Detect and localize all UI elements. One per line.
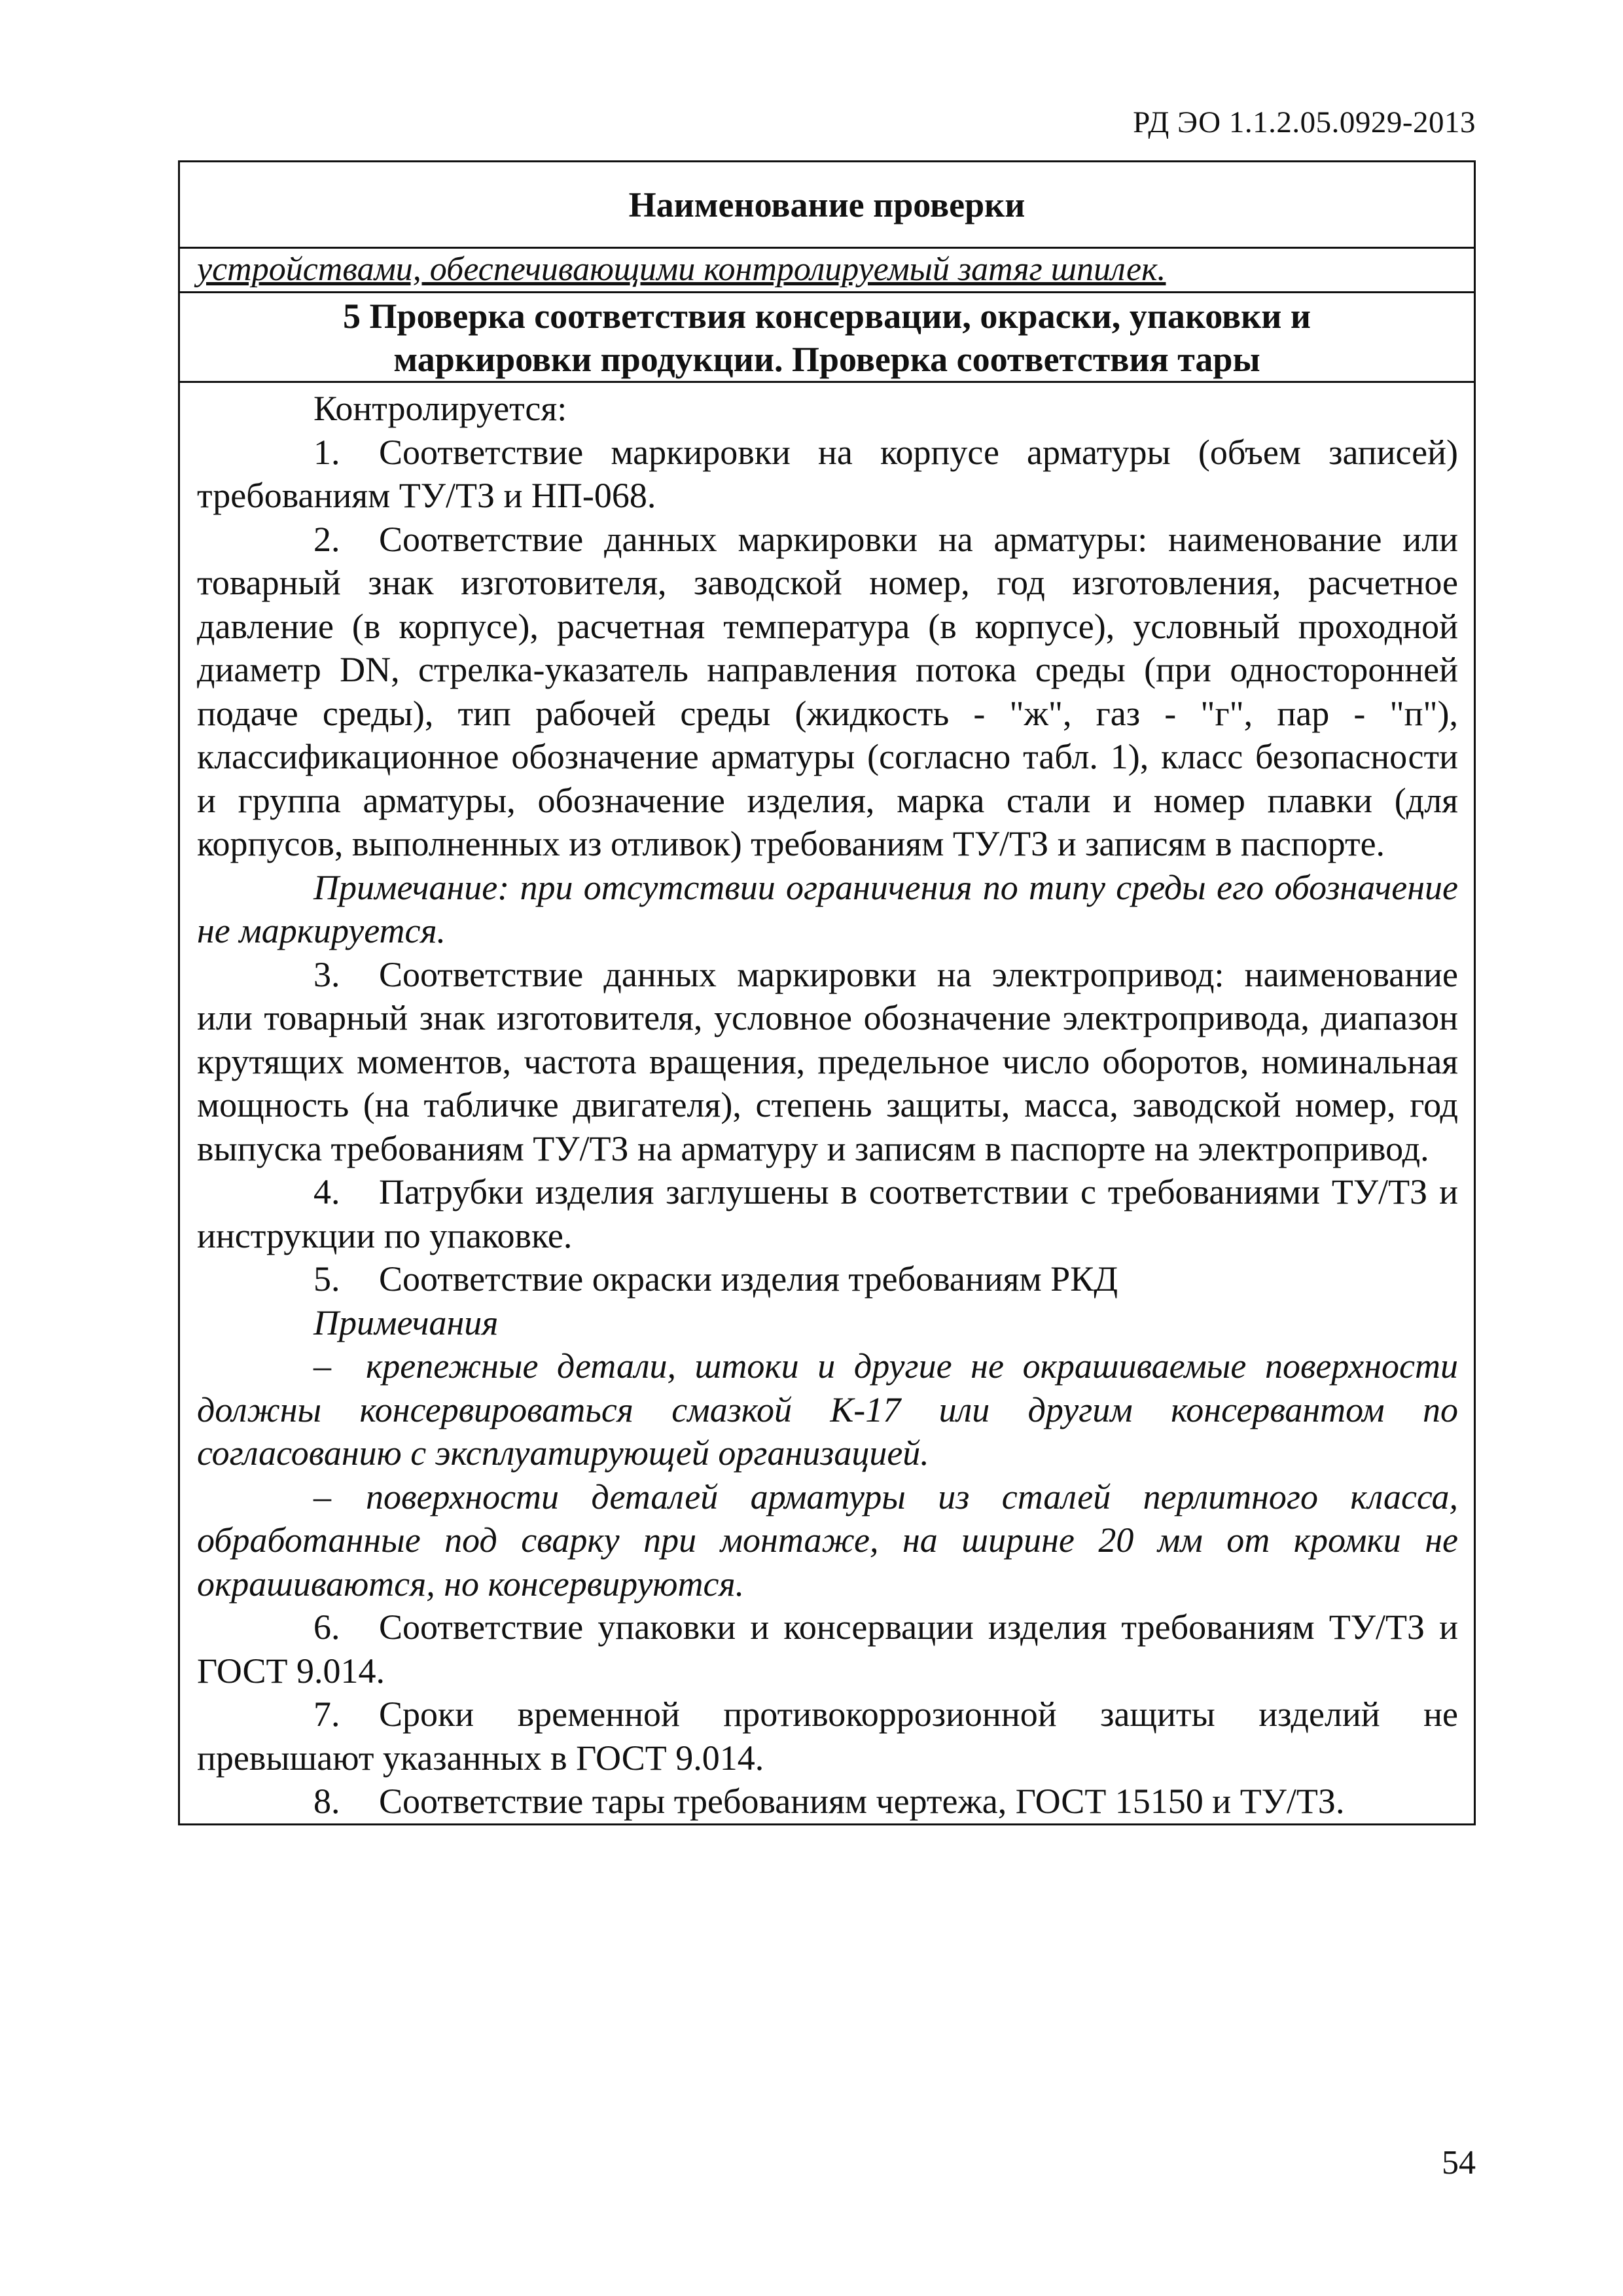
- list-item: [197, 1693, 1458, 1780]
- list-item-number: 3.: [313, 954, 340, 994]
- page-number: 54: [1442, 2144, 1476, 2181]
- list-item-text: Сроки временной противокоррозионной защиты изделий не превышают указанных в ГОСТ 9.014.: [197, 1695, 1458, 1778]
- list-item: [197, 1257, 1458, 1301]
- section-title-line-2: маркировки продукции. Проверка соответствия тары: [393, 340, 1260, 379]
- list-item-number: 4.: [313, 1172, 340, 1211]
- note-item: [197, 1475, 1458, 1606]
- table-continuation-text: устройствами, обеспечивающими контролируемый затяг шпилек.: [180, 249, 1474, 293]
- list-item-number: 7.: [313, 1695, 340, 1734]
- list-item-text: Соответствие тары требованиям чертежа, ГОСТ 15150 и ТУ/ТЗ.: [379, 1782, 1345, 1821]
- intro-text: Контролируется:: [313, 389, 567, 428]
- section-title-line-1: 5 Проверка соответствия консервации, окраски, упаковки и: [343, 296, 1311, 336]
- note-text: Примечание: при отсутствии ограничения по типу среды его обозначение не маркируется.: [197, 867, 1458, 950]
- list-item: [197, 1605, 1458, 1693]
- list-item-text: Соответствие данных маркировки на электропривод: наименование или товарный знак изготовителя, условное обозначение электропривода, диапазон крутящих моментов, частота вращения, предельное число оборотов, номинальная мощность (на табличке двигателя), степень защиты, масса, заводской номер, год выпуска требованиям ТУ/ТЗ на арматуру и записям в паспорте на электропривод.: [197, 954, 1458, 1168]
- document-code: РД ЭО 1.1.2.05.0929-2013: [1133, 105, 1476, 139]
- list-item-text: Соответствие окраски изделия требованиям РКД: [379, 1259, 1118, 1299]
- table-column-header: Наименование проверки: [180, 162, 1474, 249]
- note-item-text: крепежные детали, штоки и другие не окрашиваемые поверхности должны консервироваться смазкой К-17 или другим консервантом по согласованию с эксплуатирующей организацией.: [197, 1346, 1458, 1473]
- list-item: [197, 1780, 1458, 1823]
- list-item-text: Соответствие упаковки и консервации изделия требованиям ТУ/ТЗ и ГОСТ 9.014.: [197, 1607, 1458, 1691]
- list-item-number: 8.: [313, 1782, 340, 1821]
- list-item-number: 1.: [313, 432, 340, 472]
- note-item-text: поверхности деталей арматуры из сталей перлитного класса, обработанные под сварку при монтаже, на ширине 20 мм от кромки не окрашиваются, но консервируются.: [197, 1477, 1458, 1604]
- section-body: [180, 383, 1474, 1823]
- list-item: [197, 1170, 1458, 1257]
- list-item: [197, 953, 1458, 1171]
- checks-table: [178, 160, 1476, 1825]
- list-item-number: 5.: [313, 1259, 340, 1299]
- list-item-number: 2.: [313, 519, 340, 559]
- notes-title: Примечания: [313, 1302, 499, 1342]
- list-item: [197, 518, 1458, 866]
- list-item-text: Соответствие маркировки на корпусе арматуры (объем записей) требованиям ТУ/ТЗ и НП-068.: [197, 432, 1458, 515]
- dash-marker: –: [313, 1477, 331, 1516]
- list-item-number: 6.: [313, 1607, 340, 1647]
- section-title: [180, 293, 1474, 383]
- list-item-text: Патрубки изделия заглушены в соответствии с требованиями ТУ/ТЗ и инструкции по упаковке.: [197, 1172, 1458, 1255]
- list-item: [197, 431, 1458, 518]
- dash-marker: –: [313, 1346, 331, 1386]
- note-item: [197, 1344, 1458, 1475]
- list-item-text: Соответствие данных маркировки на арматуры: наименование или товарный знак изготовителя, заводской номер, год изготовления, расчетное давление (в корпусе), расчетная температура (в корпусе), условный проходной диаметр DN, стрелка-указатель направления потока среды (при односторонней подаче среды), тип рабочей среды (жидкость - "ж", газ - "г", пар - "п"), классификационное обозначение арматуры (согласно табл. 1), класс безопасности и группа арматуры, обозначение изделия, марка стали и номер плавки (для корпусов, выполненных из отливок) требованиям ТУ/ТЗ и записям в паспорте.: [197, 519, 1458, 863]
